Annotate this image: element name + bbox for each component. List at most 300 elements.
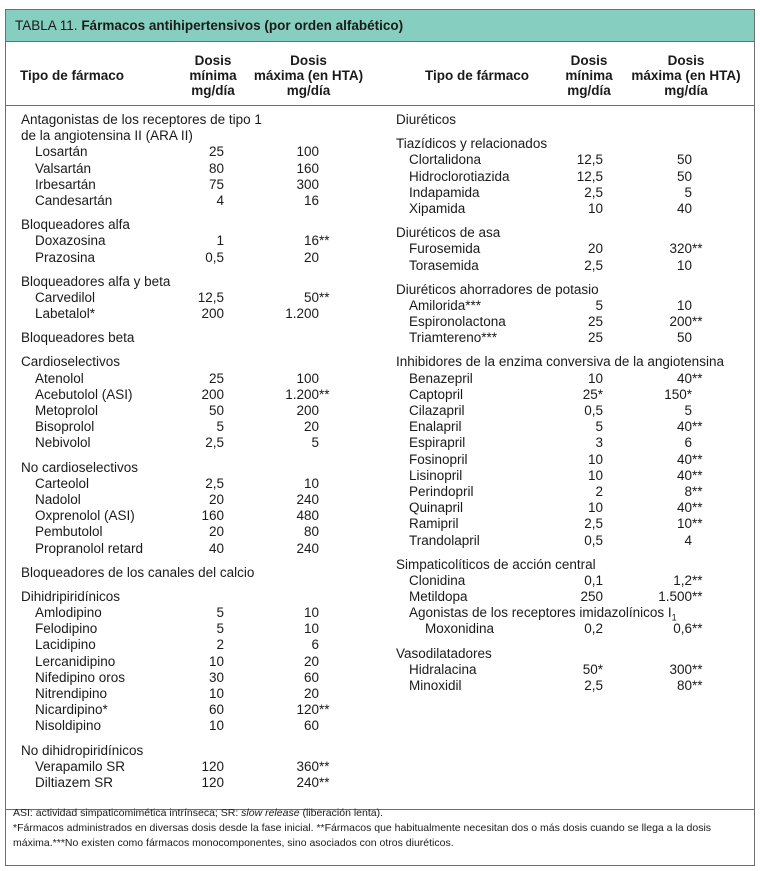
header-min-line3: mg/día bbox=[191, 83, 235, 98]
max-dose-value: 40 bbox=[676, 419, 692, 435]
drug-name bbox=[409, 589, 468, 605]
table-title-bar bbox=[6, 10, 754, 42]
name-text: Pembutolol bbox=[35, 524, 103, 540]
name-text: Candesartán bbox=[35, 192, 113, 208]
category-name bbox=[21, 565, 254, 581]
dose-footnote-mark: ** bbox=[692, 621, 703, 637]
max-dose-value: 20 bbox=[303, 249, 319, 265]
max-dose bbox=[652, 678, 703, 694]
category-name bbox=[21, 217, 130, 233]
drug-name bbox=[35, 654, 115, 670]
max-dose-value: 5 bbox=[684, 403, 692, 418]
name-text: Diuréticos ahorradores de potasio bbox=[396, 281, 599, 297]
category-heading bbox=[6, 330, 391, 346]
left-column bbox=[6, 112, 391, 791]
row-spacer bbox=[6, 209, 391, 217]
min-dose: 3 bbox=[595, 435, 603, 451]
max-dose bbox=[652, 516, 703, 532]
drug-row bbox=[396, 152, 746, 168]
category-name bbox=[396, 282, 599, 298]
max-dose bbox=[652, 661, 703, 678]
max-dose bbox=[652, 241, 703, 257]
drug-name bbox=[35, 718, 101, 734]
row-spacer bbox=[6, 735, 391, 743]
drug-name bbox=[35, 233, 106, 249]
drug-row bbox=[6, 654, 391, 670]
min-dose: 12,5 bbox=[197, 289, 224, 305]
header-max-line3: mg/día bbox=[664, 83, 708, 98]
drug-name bbox=[35, 161, 91, 177]
drug-row bbox=[6, 524, 391, 540]
category-heading bbox=[6, 565, 391, 581]
drug-row bbox=[6, 718, 391, 734]
max-dose-value: 20 bbox=[303, 686, 319, 701]
max-dose-value: 4 bbox=[684, 532, 692, 548]
drug-row bbox=[6, 193, 391, 209]
drug-row bbox=[6, 759, 391, 775]
max-dose bbox=[652, 572, 703, 589]
name-text: Valsartán bbox=[35, 160, 92, 176]
category-name bbox=[396, 646, 492, 662]
name-text: Trandolapril bbox=[409, 532, 480, 548]
name-subscript: 1 bbox=[671, 612, 677, 623]
header-max-line3: mg/día bbox=[286, 83, 331, 98]
drug-row bbox=[396, 403, 746, 419]
drug-row bbox=[396, 516, 746, 532]
drug-row bbox=[396, 419, 746, 435]
drug-row bbox=[396, 185, 746, 201]
header-min-line1: Dosis bbox=[570, 53, 608, 68]
max-dose bbox=[279, 670, 319, 686]
name-text: Moxonidina bbox=[425, 621, 495, 637]
drug-row bbox=[396, 573, 746, 589]
footnote-text: (liberación lenta). bbox=[299, 807, 384, 819]
category-heading bbox=[6, 274, 391, 290]
max-dose bbox=[652, 258, 692, 274]
category-heading bbox=[6, 128, 391, 144]
table-title bbox=[15, 18, 403, 33]
drug-name bbox=[35, 702, 108, 718]
max-dose-value: 50 bbox=[676, 330, 692, 346]
max-dose bbox=[279, 637, 319, 653]
min-dose: 250 bbox=[580, 589, 603, 605]
name-text: Labetalol* bbox=[35, 306, 96, 322]
category-name bbox=[21, 274, 170, 290]
drug-row bbox=[6, 371, 391, 387]
dose-footnote-mark: ** bbox=[692, 314, 703, 330]
name-text: Nifedipino oros bbox=[35, 669, 126, 685]
category-name bbox=[21, 112, 262, 128]
footnotes bbox=[13, 806, 743, 851]
min-dose: 0,1 bbox=[584, 572, 603, 588]
drug-row bbox=[6, 250, 391, 266]
drug-row bbox=[6, 177, 391, 193]
min-dose: 10 bbox=[208, 718, 224, 734]
category-name bbox=[396, 112, 456, 128]
category-name bbox=[21, 743, 143, 759]
min-dose: 10 bbox=[208, 653, 224, 669]
category-name bbox=[396, 225, 500, 241]
name-text: Enalapril bbox=[409, 419, 462, 435]
min-dose: 5 bbox=[595, 297, 603, 313]
drug-name bbox=[409, 185, 480, 201]
drug-name bbox=[409, 452, 468, 468]
drug-name bbox=[35, 193, 112, 209]
drug-name bbox=[35, 371, 84, 387]
max-dose-value: 6 bbox=[311, 637, 319, 653]
drug-name bbox=[35, 492, 81, 508]
max-dose bbox=[652, 185, 692, 201]
max-dose-value: 480 bbox=[296, 508, 319, 524]
drug-row bbox=[6, 775, 391, 791]
category-heading bbox=[6, 354, 391, 370]
drug-row bbox=[6, 233, 391, 249]
name-text: Losartán bbox=[35, 144, 88, 160]
drug-row bbox=[396, 330, 746, 346]
drug-name bbox=[409, 573, 465, 589]
category-heading bbox=[396, 282, 746, 298]
category-heading bbox=[6, 217, 391, 233]
category-name bbox=[396, 557, 596, 573]
drug-name bbox=[35, 670, 125, 686]
max-dose-value: 6 bbox=[684, 435, 692, 451]
max-dose-value: 1.200 bbox=[285, 306, 319, 322]
max-dose-value: 240 bbox=[296, 774, 319, 790]
drug-name bbox=[409, 484, 474, 500]
min-dose: 2 bbox=[216, 637, 224, 653]
header-max-line2: máxima (en HTA) bbox=[631, 68, 741, 83]
name-text: Felodipino bbox=[35, 621, 98, 637]
drug-row bbox=[6, 419, 391, 435]
drug-name bbox=[409, 533, 480, 549]
name-text: No cardioselectivos bbox=[21, 459, 139, 475]
drug-row bbox=[396, 678, 746, 694]
max-dose-value: 5 bbox=[684, 184, 692, 200]
dose-footnote-mark: ** bbox=[692, 678, 703, 693]
max-dose bbox=[279, 541, 319, 557]
name-text: Bloqueadores beta bbox=[21, 330, 135, 346]
max-dose-value: 1.500 bbox=[658, 589, 692, 605]
name-text: Nadolol bbox=[35, 491, 81, 507]
drug-row bbox=[396, 371, 746, 387]
drug-name bbox=[35, 759, 125, 775]
max-dose bbox=[279, 524, 319, 540]
name-text: Clortalidona bbox=[409, 152, 482, 168]
max-dose bbox=[652, 298, 692, 314]
category-heading bbox=[396, 605, 746, 621]
max-dose-value: 150* bbox=[664, 386, 692, 402]
category-heading bbox=[396, 354, 746, 370]
name-text: Irbesartán bbox=[35, 176, 96, 192]
category-heading bbox=[6, 743, 391, 759]
min-dose: 75 bbox=[208, 176, 224, 192]
row-spacer bbox=[396, 128, 746, 136]
drug-name bbox=[409, 169, 510, 185]
min-dose: 12,5 bbox=[576, 152, 603, 168]
min-dose: 2,5 bbox=[584, 516, 603, 532]
min-dose: 10 bbox=[208, 686, 224, 701]
header-max-line1: Dosis bbox=[290, 53, 327, 68]
dose-footnote-mark: ** bbox=[692, 500, 703, 516]
footnote-italic: slow release bbox=[241, 807, 300, 819]
max-dose-value: 10 bbox=[303, 475, 319, 491]
max-dose-value: 160 bbox=[296, 160, 319, 176]
name-text: Lacidipino bbox=[35, 637, 96, 653]
max-dose-value: 240 bbox=[296, 491, 319, 507]
drug-row bbox=[396, 298, 746, 314]
min-dose: 4 bbox=[216, 192, 224, 208]
name-text: Dihidripiridínicos bbox=[21, 588, 121, 604]
min-dose: 12,5 bbox=[576, 168, 603, 184]
max-dose bbox=[652, 387, 692, 403]
min-dose: 20 bbox=[208, 524, 224, 540]
row-spacer bbox=[6, 322, 391, 330]
table-frame bbox=[5, 9, 755, 866]
row-spacer bbox=[6, 346, 391, 354]
drug-row bbox=[6, 290, 391, 306]
drug-row bbox=[396, 241, 746, 257]
name-text: Antagonistas de los receptores de tipo 1 bbox=[21, 112, 262, 127]
max-dose-value: 50 bbox=[676, 152, 692, 168]
category-name bbox=[396, 354, 724, 370]
name-text: Benazepril bbox=[409, 370, 473, 386]
name-text: Ramipril bbox=[409, 516, 459, 532]
drug-row bbox=[396, 468, 746, 484]
max-dose-value: 40 bbox=[676, 370, 692, 386]
drug-row bbox=[396, 621, 746, 637]
category-name bbox=[21, 354, 120, 370]
drug-name bbox=[35, 508, 135, 524]
max-dose bbox=[652, 201, 692, 217]
row-spacer bbox=[6, 557, 391, 565]
max-dose bbox=[652, 467, 703, 484]
name-text: Atenolol bbox=[35, 370, 84, 386]
drug-row bbox=[396, 314, 746, 330]
name-text: Indapamida bbox=[409, 184, 480, 200]
max-dose bbox=[652, 314, 703, 330]
max-dose-value: 120 bbox=[296, 702, 319, 718]
category-name bbox=[21, 128, 193, 144]
min-dose: 20 bbox=[587, 241, 603, 257]
drug-name bbox=[35, 306, 95, 322]
drug-name bbox=[409, 330, 497, 346]
max-dose-value: 360 bbox=[296, 758, 319, 774]
category-heading bbox=[6, 112, 391, 128]
max-dose bbox=[652, 370, 703, 387]
drug-name bbox=[409, 298, 481, 314]
max-dose-value: 10 bbox=[303, 621, 319, 637]
category-heading bbox=[6, 589, 391, 605]
footnote-asterisks: *Fármacos administrados en diversas dosis desde la fase inicial. **Fármacos que habitualmente necesitan dos o más dosis cuando se llega a la dosis máxima.***No existen como fármacos monocomponentes, sino asociados con otros diuréticos. bbox=[13, 822, 712, 849]
name-text: Bloqueadores de los canales del calcio bbox=[21, 564, 255, 580]
min-dose: 5 bbox=[595, 419, 603, 435]
max-dose-value: 240 bbox=[296, 540, 319, 556]
drug-name bbox=[409, 500, 463, 516]
max-dose bbox=[279, 508, 319, 524]
right-column bbox=[396, 112, 746, 694]
header-max-dose-left bbox=[246, 53, 371, 98]
max-dose-value: 1.200 bbox=[285, 386, 319, 402]
name-text: Inhibidores de la enzima conversiva de la angiotensina bbox=[396, 354, 724, 370]
max-dose bbox=[652, 589, 703, 605]
min-dose: 25 bbox=[208, 144, 224, 160]
max-dose bbox=[279, 403, 319, 419]
min-dose: 0,5 bbox=[584, 403, 603, 418]
max-dose bbox=[652, 435, 692, 451]
name-text: Espironolactona bbox=[409, 314, 506, 330]
drug-name bbox=[409, 314, 506, 330]
drug-row bbox=[396, 258, 746, 274]
name-text: No dihidropiridínicos bbox=[21, 742, 144, 758]
name-text: Vasodilatadores bbox=[396, 645, 492, 661]
name-text: Diuréticos de asa bbox=[396, 225, 501, 241]
category-heading bbox=[396, 225, 746, 241]
max-dose bbox=[279, 605, 319, 621]
drug-name bbox=[35, 403, 98, 419]
dose-footnote-mark: ** bbox=[692, 483, 703, 499]
min-dose: 10 bbox=[587, 451, 603, 467]
drug-name bbox=[35, 686, 107, 702]
max-dose bbox=[279, 193, 319, 209]
max-dose bbox=[279, 686, 319, 702]
min-dose: 10 bbox=[587, 500, 603, 516]
drug-name bbox=[35, 621, 97, 637]
dose-footnote-mark: ** bbox=[692, 467, 703, 483]
dose-footnote-mark: ** bbox=[319, 289, 330, 305]
name-text: Perindopril bbox=[409, 483, 474, 499]
name-text: Metoprolol bbox=[35, 403, 99, 418]
dose-footnote-mark: ** bbox=[692, 451, 703, 467]
name-text: Cardioselectivos bbox=[21, 354, 121, 370]
dose-footnote-mark: ** bbox=[319, 758, 330, 774]
header-min-line2: mínima bbox=[189, 68, 237, 83]
max-dose bbox=[652, 169, 692, 185]
name-text: Diltiazem SR bbox=[35, 774, 114, 790]
min-dose: 2,5 bbox=[584, 257, 603, 273]
min-dose: 5 bbox=[216, 419, 224, 435]
drug-name bbox=[35, 435, 91, 451]
min-dose: 0,5 bbox=[584, 532, 603, 548]
drug-name bbox=[35, 177, 96, 193]
max-dose bbox=[279, 774, 330, 791]
max-dose-value: 1,2 bbox=[673, 572, 692, 588]
name-text: Bloqueadores alfa y beta bbox=[21, 273, 171, 289]
header-drug-type-left: Tipo de fármaco bbox=[20, 68, 125, 83]
min-dose: 25 bbox=[587, 314, 603, 330]
min-dose: 25 bbox=[208, 370, 224, 386]
drug-name bbox=[409, 419, 462, 435]
drug-row bbox=[6, 541, 391, 557]
min-dose: 10 bbox=[587, 370, 603, 386]
dose-footnote-mark: ** bbox=[692, 419, 703, 435]
drug-name bbox=[35, 476, 89, 492]
max-dose-value: 100 bbox=[296, 370, 319, 386]
drug-row bbox=[6, 387, 391, 403]
drug-name bbox=[35, 250, 95, 266]
max-dose bbox=[279, 621, 319, 637]
drug-name bbox=[35, 637, 96, 653]
name-text: Lercanidipino bbox=[35, 653, 116, 669]
drug-row bbox=[6, 476, 391, 492]
min-dose: 30 bbox=[208, 669, 224, 685]
max-dose-value: 10 bbox=[676, 257, 692, 273]
drug-row bbox=[6, 605, 391, 621]
category-name bbox=[21, 330, 134, 346]
max-dose-value: 10 bbox=[303, 605, 319, 621]
drug-row bbox=[396, 452, 746, 468]
min-dose: 120 bbox=[201, 774, 224, 790]
drug-row bbox=[396, 533, 746, 549]
dose-footnote-mark: ** bbox=[319, 702, 330, 718]
min-dose: 50* bbox=[582, 661, 603, 677]
drug-name bbox=[409, 403, 465, 419]
min-dose: 200 bbox=[201, 306, 224, 322]
drug-name bbox=[409, 241, 480, 257]
name-text: Hidroclorotiazida bbox=[409, 168, 510, 184]
drug-row bbox=[396, 201, 746, 217]
max-dose bbox=[652, 483, 703, 500]
max-dose bbox=[279, 386, 330, 403]
max-dose-value: 10 bbox=[676, 297, 692, 313]
name-text: Diuréticos bbox=[396, 112, 457, 127]
max-dose bbox=[652, 533, 692, 549]
row-spacer bbox=[396, 217, 746, 225]
dose-footnote-mark: ** bbox=[319, 386, 330, 402]
name-text: Minoxidil bbox=[409, 678, 462, 693]
max-dose bbox=[279, 758, 330, 775]
name-text: Bloqueadores alfa bbox=[21, 217, 130, 233]
row-spacer bbox=[396, 549, 746, 557]
drug-name bbox=[409, 258, 479, 274]
drug-name bbox=[409, 201, 465, 217]
min-dose: 2,5 bbox=[584, 184, 603, 200]
max-dose bbox=[279, 177, 319, 193]
min-dose: 10 bbox=[587, 200, 603, 216]
drug-name bbox=[35, 524, 103, 540]
min-dose: 120 bbox=[201, 758, 224, 774]
min-dose: 2,5 bbox=[205, 475, 224, 491]
max-dose-value: 8 bbox=[684, 483, 692, 499]
name-text: Quinapril bbox=[409, 500, 464, 516]
min-dose: 0,2 bbox=[584, 621, 603, 637]
max-dose bbox=[279, 718, 319, 734]
max-dose bbox=[279, 371, 319, 387]
dose-footnote-mark: ** bbox=[692, 241, 703, 257]
header-max-line1: Dosis bbox=[667, 53, 705, 68]
drug-row bbox=[6, 621, 391, 637]
name-text: Propranolol retard bbox=[35, 540, 144, 556]
max-dose bbox=[652, 451, 703, 468]
name-text: Clonidina bbox=[409, 572, 466, 588]
category-name bbox=[396, 136, 547, 152]
header-divider bbox=[6, 105, 754, 106]
max-dose bbox=[652, 621, 703, 637]
name-text: Nitrendipino bbox=[35, 686, 108, 701]
category-name bbox=[21, 460, 138, 476]
drug-name bbox=[409, 468, 462, 484]
max-dose-value: 0,6 bbox=[673, 621, 692, 637]
min-dose: 2,5 bbox=[205, 435, 224, 451]
max-dose-value: 60 bbox=[303, 718, 319, 734]
name-text: Carvedilol bbox=[35, 289, 96, 305]
max-dose-value: 20 bbox=[303, 653, 319, 669]
name-text: Triamtereno*** bbox=[409, 330, 498, 346]
drug-row bbox=[6, 637, 391, 653]
name-text: Amilorida*** bbox=[409, 297, 482, 313]
max-dose bbox=[279, 289, 330, 306]
drug-row bbox=[6, 686, 391, 702]
min-dose: 0,5 bbox=[205, 249, 224, 265]
